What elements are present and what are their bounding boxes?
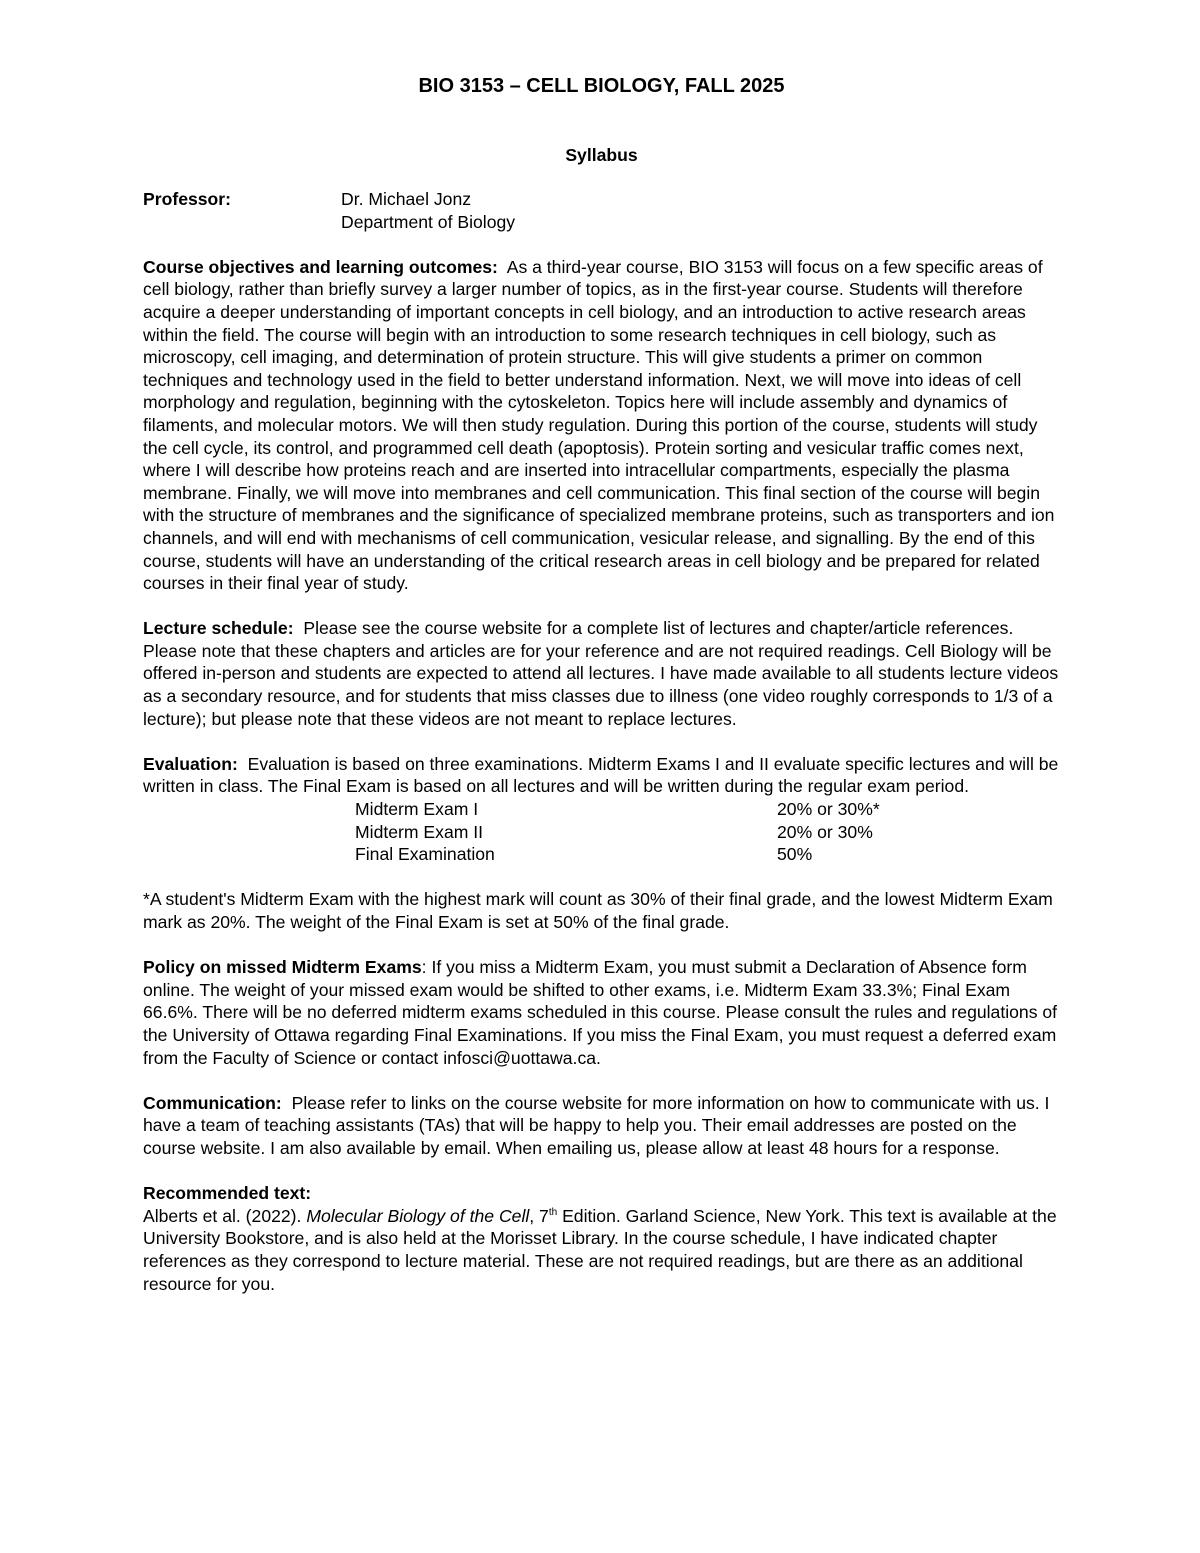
missed-policy-section xyxy=(143,956,1060,1069)
professor-department: Department of Biology xyxy=(341,211,516,232)
evaluation-item-name: Midterm Exam I xyxy=(355,799,479,820)
recommended-text-section xyxy=(143,1182,1060,1295)
recommended-rest: Edition. Garland Science, New York. This text is available at the University Bookstore, and is also held at the Morisset Library. In the course schedule, I have indicated chapter references as they correspond to lecture material. These are not required readings, but are there as an additional resource for you. xyxy=(143,1205,1057,1294)
objectives-text: As a third-year course, BIO 3153 will focus on a few specific areas of cell biology, rather than briefly survey a larger number of topics, as in the first-year course. Students will therefore acquire a deeper understanding of important concepts in cell biology, and an introduction to active research areas within the field. The course will begin with an introduction to some research techniques in cell biology, such as microscopy, cell imaging, and determination of protein structure. This will give students a primer on common techniques and technology used in the field to better understand information. Next, we will move into ideas of cell morphology and regulation, beginning with the cytoskeleton. Topics here will include assembly and dynamics of filaments, and molecular motors. We will then study regulation. During this portion of the course, students will study the cell cycle, its control, and programmed cell death (apoptosis). Protein sorting and vesicular traffic comes next, where I will describe how proteins reach and are inserted into intracellular compartments, especially the plasma membrane. Finally, we will move into membranes and cell communication. This final section of the course will begin with the structure of membranes and the significance of specialized membrane proteins, such as transporters and ion channels, and will end with mechanisms of cell communication, vesicular release, and signalling. By the end of this course, students will have an understanding of the critical research areas in cell biology and be prepared for related courses in their final year of study. xyxy=(143,256,1055,594)
recommended-edition: , 7 xyxy=(529,1205,549,1226)
document-subtitle: Syllabus xyxy=(565,145,638,165)
objectives-section xyxy=(143,256,1060,595)
communication-heading: Communication: xyxy=(143,1092,282,1113)
evaluation-heading: Evaluation: xyxy=(143,753,238,774)
objectives-heading: Course objectives and learning outcomes: xyxy=(143,256,498,277)
document-title: BIO 3153 – CELL BIOLOGY, FALL 2025 xyxy=(418,75,785,97)
communication-section xyxy=(143,1092,1060,1160)
recommended-text-heading: Recommended text: xyxy=(143,1183,312,1204)
missed-policy-text: : If you miss a Midterm Exam, you must submit a Declaration of Absence form online. The weight of your missed exam would be shifted to other exams, i.e. Midterm Exam 33.3%; Final Exam 66.6%. There will be no deferred midterm exams scheduled in this course. Please consult the rules and regulations of the University of Ottawa regarding Final Examinations. If you miss the Final Exam, you must request a deferred exam from the Faculty of Science or contact infosci@uottawa.ca. xyxy=(143,957,1058,1068)
evaluation-section xyxy=(143,753,1060,866)
lecture-schedule-text: Please see the course website for a complete list of lectures and chapter/article references. Please note that these chapters and articles are for your reference and are not required readings. Cell Biology will be offered in-person and students are expected to attend all lectures. I have made available to all students lecture videos as a secondary resource, and for students that miss classes due to illness (one video roughly corresponds to 1/3 of a lecture); but please note that these videos are not meant to replace lectures. xyxy=(143,618,1059,729)
recommended-text-body xyxy=(143,1205,1060,1295)
evaluation-footnote: *A student's Midterm Exam with the highest mark will count as 30% of their final grade, and the lowest Midterm Exam mark as 20%. The weight of the Final Exam is set at 50% of the final grade. xyxy=(143,889,1053,932)
evaluation-item-weight: 50% xyxy=(777,844,813,865)
missed-policy-heading: Policy on missed Midterm Exams xyxy=(143,957,422,978)
evaluation-item-weight: 20% or 30%* xyxy=(777,799,880,820)
evaluation-table xyxy=(143,798,1060,866)
lecture-schedule-section xyxy=(143,617,1060,730)
recommended-authors: Alberts et al. (2022). xyxy=(143,1205,307,1226)
communication-text: Please refer to links on the course website for more information on how to communicate with us. I have a team of teaching assistants (TAs) that will be happy to help you. Their email addresses are posted on the course website. I am also available by email. When emailing us, please allow at least 48 hours for a response. xyxy=(143,1092,1050,1158)
evaluation-item-name: Final Examination xyxy=(355,844,495,865)
lecture-schedule-heading: Lecture schedule: xyxy=(143,618,294,639)
evaluation-text: Evaluation is based on three examinations. Midterm Exams I and II evaluate specific lectures and will be written in class. The Final Exam is based on all lectures and will be written during the regular exam period. xyxy=(143,753,1059,797)
recommended-book-title: Molecular Biology of the Cell xyxy=(306,1205,530,1226)
evaluation-item-name: Midterm Exam II xyxy=(355,821,484,842)
professor-name: Dr. Michael Jonz xyxy=(341,189,472,209)
recommended-edition-suffix: th xyxy=(548,1206,558,1218)
evaluation-item-weight: 20% or 30% xyxy=(777,821,873,842)
professor-block xyxy=(143,188,1060,233)
professor-label: Professor: xyxy=(143,189,231,209)
